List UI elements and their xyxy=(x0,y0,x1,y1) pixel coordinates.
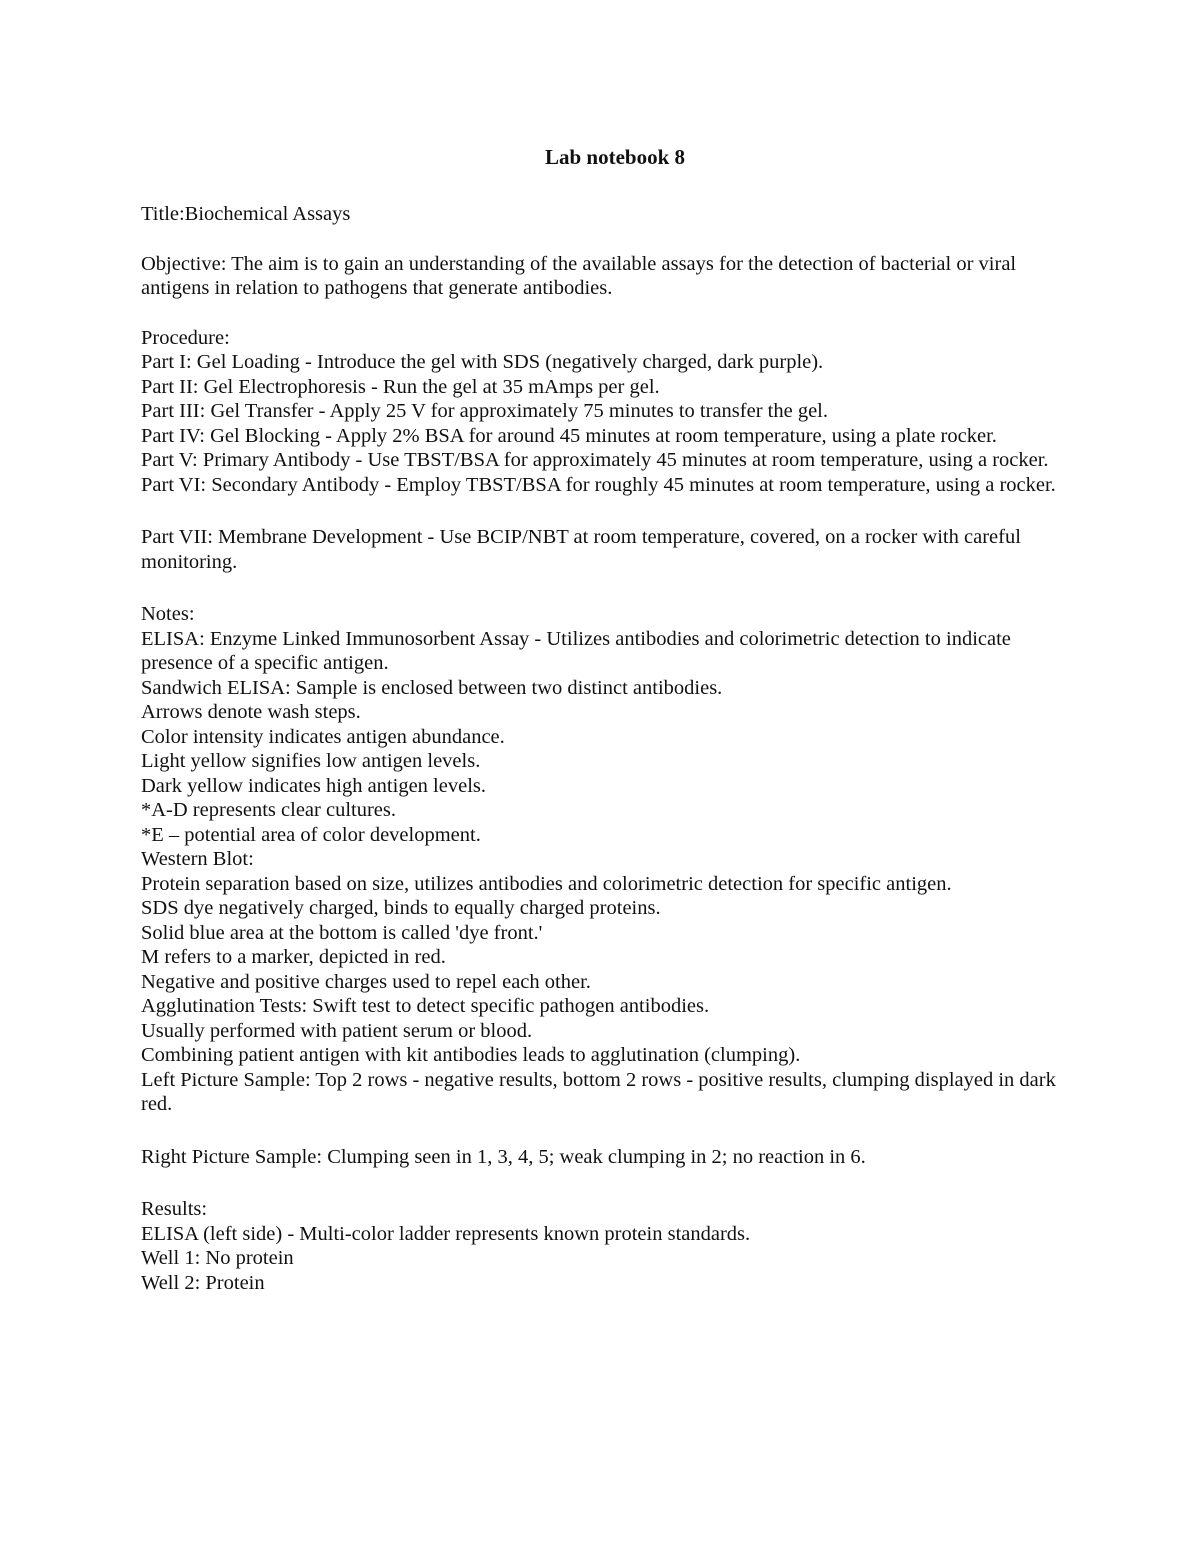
results-line: Well 1: No protein xyxy=(141,1247,294,1269)
notes-line: Light yellow signifies low antigen levels. xyxy=(141,750,481,772)
notes-line: Color intensity indicates antigen abundance. xyxy=(141,725,505,748)
notes-line: ELISA: Enzyme Linked Immunosorbent Assay - Utilizes antibodies and colorimetric detection to indicate presence of a specific antigen. xyxy=(141,627,1011,674)
spacer xyxy=(141,1117,1071,1145)
procedure-part: Part II: Gel Electrophoresis - Run the gel at 35 mAmps per gel. xyxy=(141,375,660,398)
procedure-heading: Procedure: xyxy=(141,326,230,349)
notes-line: *E – potential area of color development. xyxy=(141,823,481,846)
title-line: Title:Biochemical Assays xyxy=(141,203,351,225)
notes-line: Solid blue area at the bottom is called 'dye front.' xyxy=(141,921,543,944)
spacer xyxy=(141,301,1071,326)
notes-line: Agglutination Tests: Swift test to detect specific pathogen antibodies. xyxy=(141,995,710,1017)
spacer xyxy=(141,497,1071,525)
notes-heading: Notes: xyxy=(141,603,195,625)
procedure-part: Part VI: Secondary Antibody - Employ TBST/BSA for roughly 45 minutes at room temperature, using a rocker. xyxy=(141,473,1056,496)
notes-line: Usually performed with patient serum or blood. xyxy=(141,1019,533,1042)
notes-line: Arrows denote wash steps. xyxy=(141,701,361,723)
notes-line: M refers to a marker, depicted in red. xyxy=(141,946,446,968)
document-body xyxy=(141,144,1071,1295)
results-line: Well 2: Protein xyxy=(141,1271,265,1294)
notes-line: Protein separation based on size, utilizes antibodies and colorimetric detection for specific antigen. xyxy=(141,872,952,895)
notes-line: *A-D represents clear cultures. xyxy=(141,799,396,821)
spacer xyxy=(141,1169,1071,1197)
notes-line: Combining patient antigen with kit antibodies leads to agglutination (clumping). xyxy=(141,1044,801,1066)
procedure-part: Part IV: Gel Blocking - Apply 2% BSA for around 45 minutes at room temperature, using a plate rocker. xyxy=(141,424,997,447)
notes-line: Left Picture Sample: Top 2 rows - negative results, bottom 2 rows - positive results, clumping displayed in dark red. xyxy=(141,1068,1056,1115)
spacer xyxy=(141,574,1071,602)
spacer xyxy=(141,227,1071,252)
notes-line: Sandwich ELISA: Sample is enclosed between two distinct antibodies. xyxy=(141,676,723,699)
procedure-part: Part III: Gel Transfer - Apply 25 V for approximately 75 minutes to transfer the gel. xyxy=(141,400,829,422)
notes-line: Dark yellow indicates high antigen levels. xyxy=(141,774,486,797)
notes-line: Negative and positive charges used to repel each other. xyxy=(141,970,591,993)
procedure-part: Part I: Gel Loading - Introduce the gel with SDS (negatively charged, dark purple). xyxy=(141,351,824,373)
procedure-part: Part V: Primary Antibody - Use TBST/BSA for approximately 45 minutes at room temperature, using a rocker. xyxy=(141,449,1049,471)
document-title: Lab notebook 8 xyxy=(544,145,686,169)
objective-paragraph: Objective: The aim is to gain an understanding of the available assays for the detection of bacterial or viral antigens in relation to pathogens that generate antibodies. xyxy=(141,252,1017,299)
right-picture-note: Right Picture Sample: Clumping seen in 1, 3, 4, 5; weak clumping in 2; no reaction in 6. xyxy=(141,1145,866,1168)
results-line: ELISA (left side) - Multi-color ladder represents known protein standards. xyxy=(141,1222,751,1245)
notes-line: SDS dye negatively charged, binds to equally charged proteins. xyxy=(141,897,661,919)
results-heading: Results: xyxy=(141,1198,208,1220)
procedure-part-vii: Part VII: Membrane Development - Use BCIP/NBT at room temperature, covered, on a rocker with careful monitoring. xyxy=(141,526,1021,573)
notes-line: Western Blot: xyxy=(141,848,254,870)
